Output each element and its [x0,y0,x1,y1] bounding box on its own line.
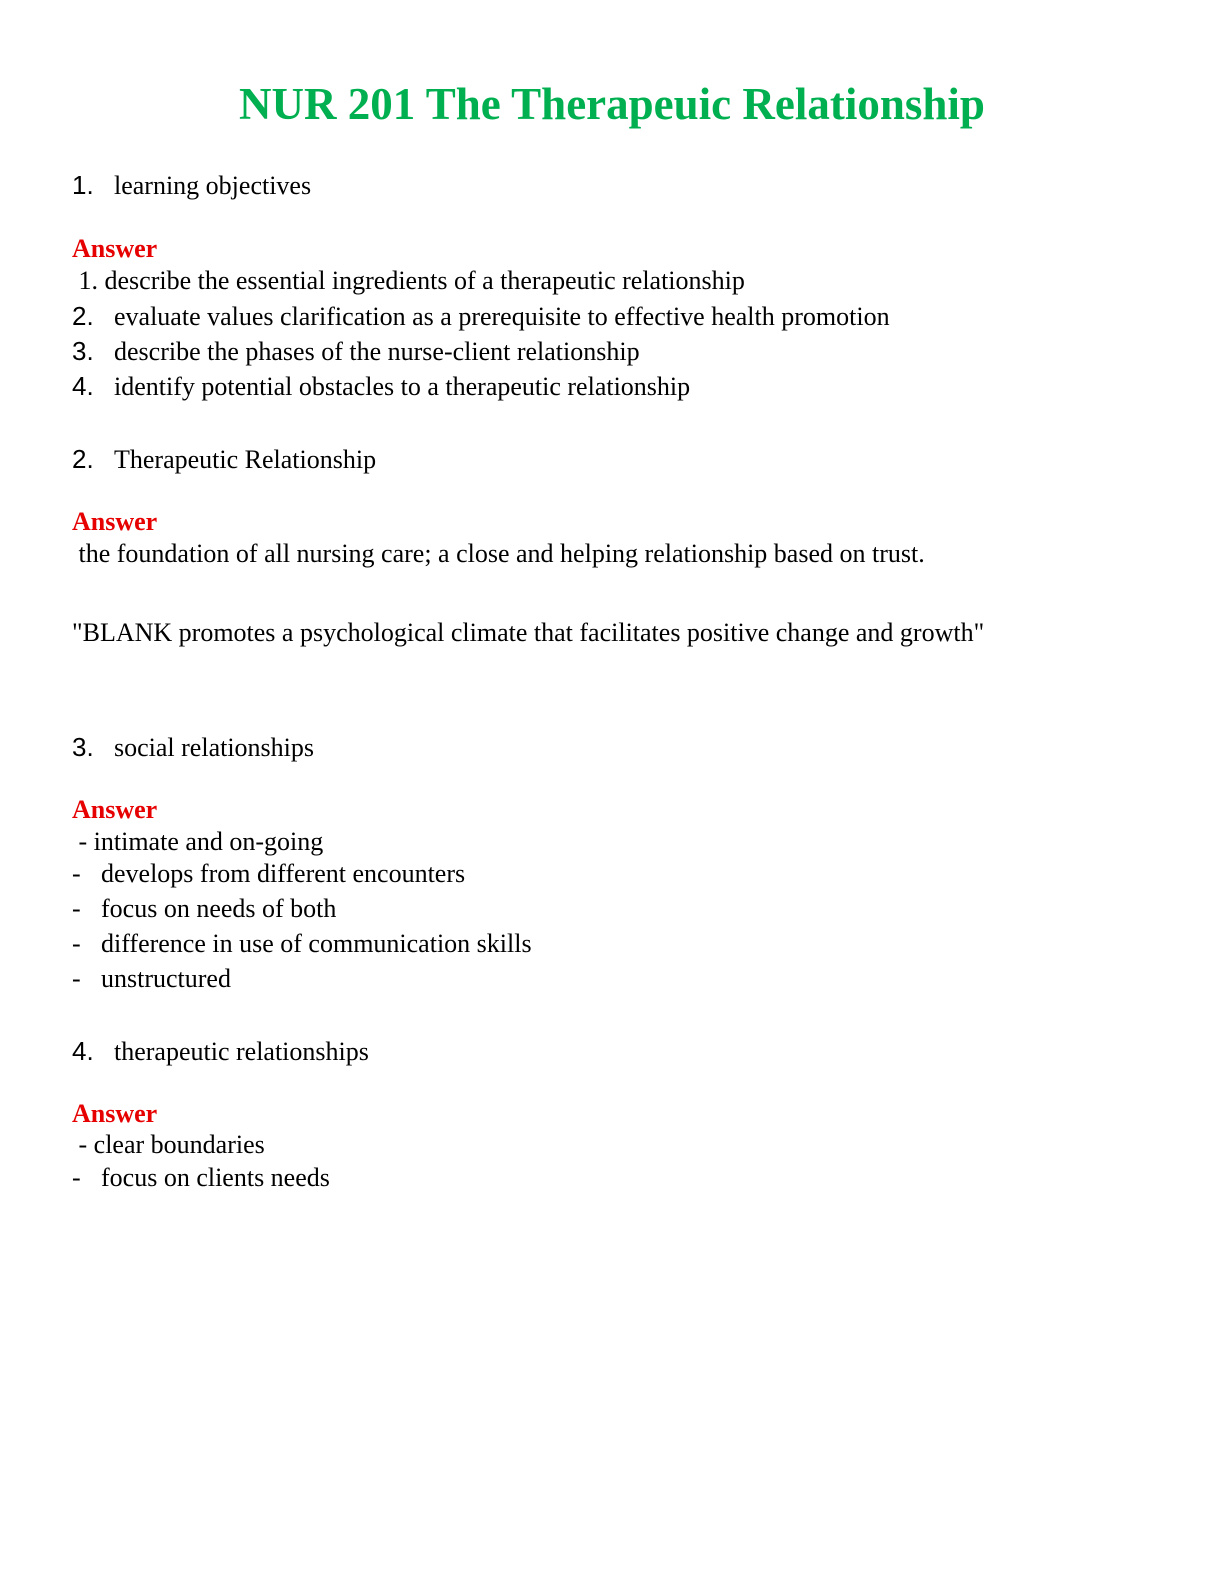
question-3 [72,731,314,764]
question-text: social relationships [114,733,315,762]
question-text: therapeutic relationships [114,1037,369,1066]
answer-line: the foundation of all nursing care; a close and helping relationship based on trust. [72,539,925,568]
question-number: 3. [72,732,94,762]
answer-label: Answer [72,1099,158,1128]
question-2 [72,443,376,476]
list-item: - focus on needs of both [72,894,337,923]
question-text: learning objectives [114,171,312,200]
question-4 [72,1035,369,1068]
answer-quote: "BLANK promotes a psychological climate that facilitates positive change and growth" [72,618,985,647]
list-item: - unstructured [72,964,231,993]
answer-label: Answer [72,234,158,263]
answer-label: Answer [72,795,158,824]
list-item: 4. identify potential obstacles to a therapeutic relationship [72,371,691,401]
question-number: 1. [72,170,94,200]
page-title: NUR 201 The Therapeuic Relationship [239,79,985,129]
question-number: 4. [72,1036,94,1066]
list-item: - difference in use of communication skills [72,929,532,958]
answer-line: 1. describe the essential ingredients of a therapeutic relationship [72,266,745,295]
list-item: 3. describe the phases of the nurse-client relationship [72,336,640,366]
answer-label: Answer [72,507,158,536]
answer-line: - clear boundaries [72,1130,265,1159]
list-item: 2. evaluate values clarification as a prerequisite to effective health promotion [72,301,890,331]
list-item: - focus on clients needs [72,1163,330,1192]
question-number: 2. [72,444,94,474]
answer-line: - intimate and on-going [72,827,324,856]
question-1 [72,169,311,202]
question-text: Therapeutic Relationship [114,445,377,474]
list-item: - develops from different encounters [72,859,466,888]
